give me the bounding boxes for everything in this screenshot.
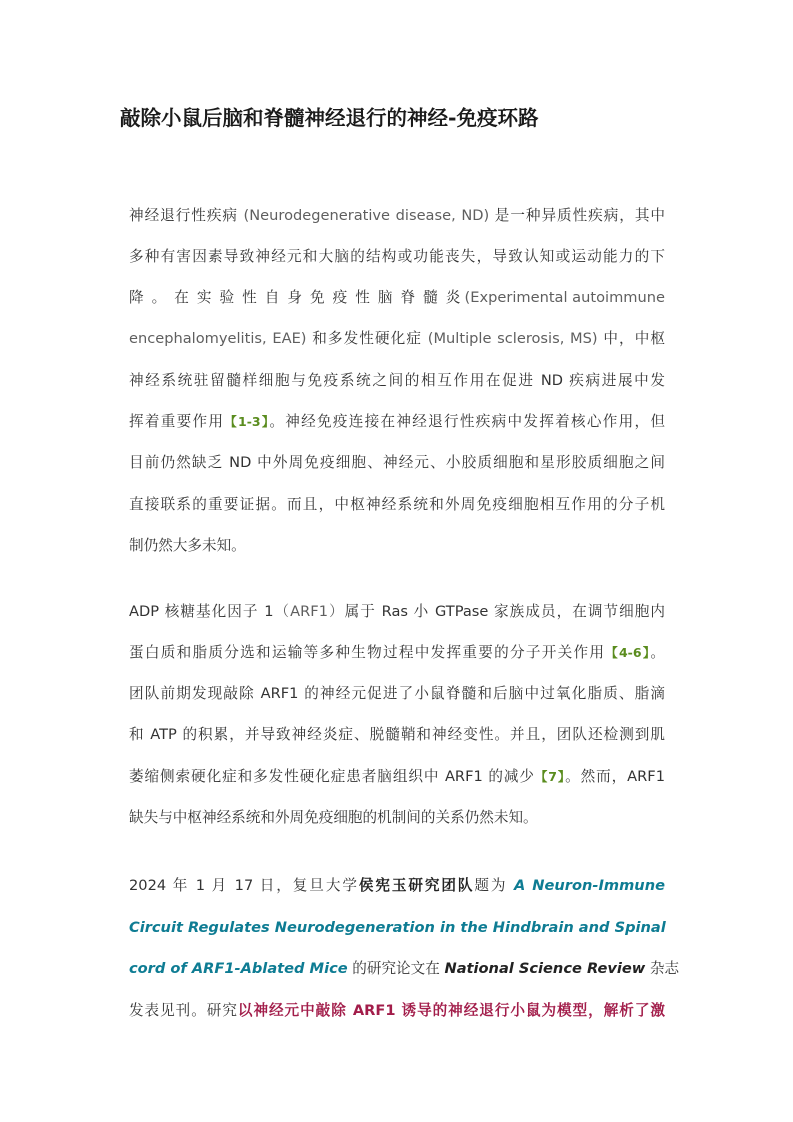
p1-text: 。神经免疫连接在神经退行性疾病中发挥着核心作用，但 — [269, 413, 665, 430]
p2-term: （ARF1） — [273, 603, 345, 620]
p3-line-4 — [129, 996, 665, 1026]
p1-term: (Neurodegenerative disease, ND) — [243, 207, 490, 224]
research-team-name: 侯宪玉研究团队 — [358, 877, 475, 894]
p3-line-3 — [129, 954, 680, 984]
p2-text: 蛋白质和脂质分选和运输等多种生物过程中发挥重要的分子开关作用 — [129, 644, 606, 661]
p1-text: 降。在实验性自身免疫性脑脊髓炎 — [129, 289, 465, 306]
p1-line-8: 直接联系的重要证据。而且，中枢神经系统和外周免疫细胞相互作用的分子机 — [129, 496, 665, 513]
p1-line-9: 制仍然大多未知。 — [129, 537, 246, 554]
p2-text: ADP 核糖基化因子 1 — [129, 603, 274, 620]
p1-line-1 — [129, 201, 665, 231]
p1-term: (Multiple sclerosis, MS) — [427, 330, 598, 347]
p2-line-5 — [129, 762, 665, 792]
p3-line-1 — [129, 871, 665, 901]
paper-title-link[interactable]: Circuit Regulates Neurodegeneration in the Hindbrain and Spinal — [129, 919, 666, 936]
p2-text: 属于 Ras 小 GTPase 家族成员，在调节细胞内 — [344, 603, 666, 620]
p1-text: 中，中枢 — [597, 330, 665, 347]
p1-text: 挥着重要作用 — [129, 413, 225, 430]
p1-text: 和多发性硬化症 — [306, 330, 428, 347]
p2-line-1 — [129, 597, 665, 627]
p1-term: encephalomyelitis, EAE) — [129, 330, 307, 347]
p2-line-4: 和 ATP 的积累，并导致神经炎症、脱髓鞘和神经变性。并且，团队还检测到肌 — [129, 726, 665, 743]
p3-text: 杂志 — [645, 960, 680, 977]
p1-term: (Experimental autoimmune — [464, 289, 665, 306]
p1-line-4 — [129, 324, 665, 354]
p2-line-6: 缺失与中枢神经系统和外周免疫细胞的机制间的关系仍然未知。 — [129, 809, 538, 826]
p2-text: 。然而，ARF1 — [565, 768, 665, 785]
p2-text: 萎缩侧索硬化症和多发性硬化症患者脑组织中 ARF1 的减少 — [129, 768, 535, 785]
p2-line-2 — [129, 638, 665, 668]
p3-text: 的研究论文在 — [347, 960, 445, 977]
p1-line-5: 神经系统驻留髓样细胞与免疫系统之间的相互作用在促进 ND 疾病进展中发 — [129, 372, 665, 389]
paper-title-link[interactable]: A Neuron-Immune — [514, 877, 665, 894]
p1-line-6 — [129, 407, 665, 437]
journal-name: National Science Review — [444, 960, 646, 977]
citation-link[interactable]: 【1-3】 — [224, 414, 270, 429]
p2-line-3: 团队前期发现敲除 ARF1 的神经元促进了小鼠脊髓和后脑中过氧化脂质、脂滴 — [129, 685, 665, 702]
citation-link[interactable]: 【7】 — [534, 769, 566, 784]
p1-text: 神经退行性疾病 — [129, 207, 244, 224]
paper-title-link[interactable]: cord of ARF1-Ablated Mice — [129, 960, 348, 977]
p3-text: 题为 — [474, 877, 514, 894]
p3-text: 发表见刊。研究 — [129, 1002, 238, 1019]
citation-link[interactable]: 【4-6】 — [605, 645, 651, 660]
p3-text: 2024 年 1 月 17 日，复旦大学 — [129, 877, 359, 894]
p1-line-2: 多种有害因素导致神经元和大脑的结构或功能丧失，导致认知或运动能力的下 — [129, 248, 665, 265]
highlight-text: 以神经元中敲除 ARF1 诱导的神经退行小鼠为模型，解析了激 — [237, 1002, 665, 1019]
p2-text: 。 — [650, 644, 665, 661]
p1-line-3 — [129, 283, 665, 313]
p1-text: 是一种异质性疾病，其中 — [489, 207, 665, 224]
p1-line-7: 目前仍然缺乏 ND 中外周免疫细胞、神经元、小胶质细胞和星形胶质细胞之间 — [129, 454, 665, 471]
article-title: 敲除小鼠后脑和脊髓神经退行的神经-免疫环路 — [120, 106, 539, 130]
